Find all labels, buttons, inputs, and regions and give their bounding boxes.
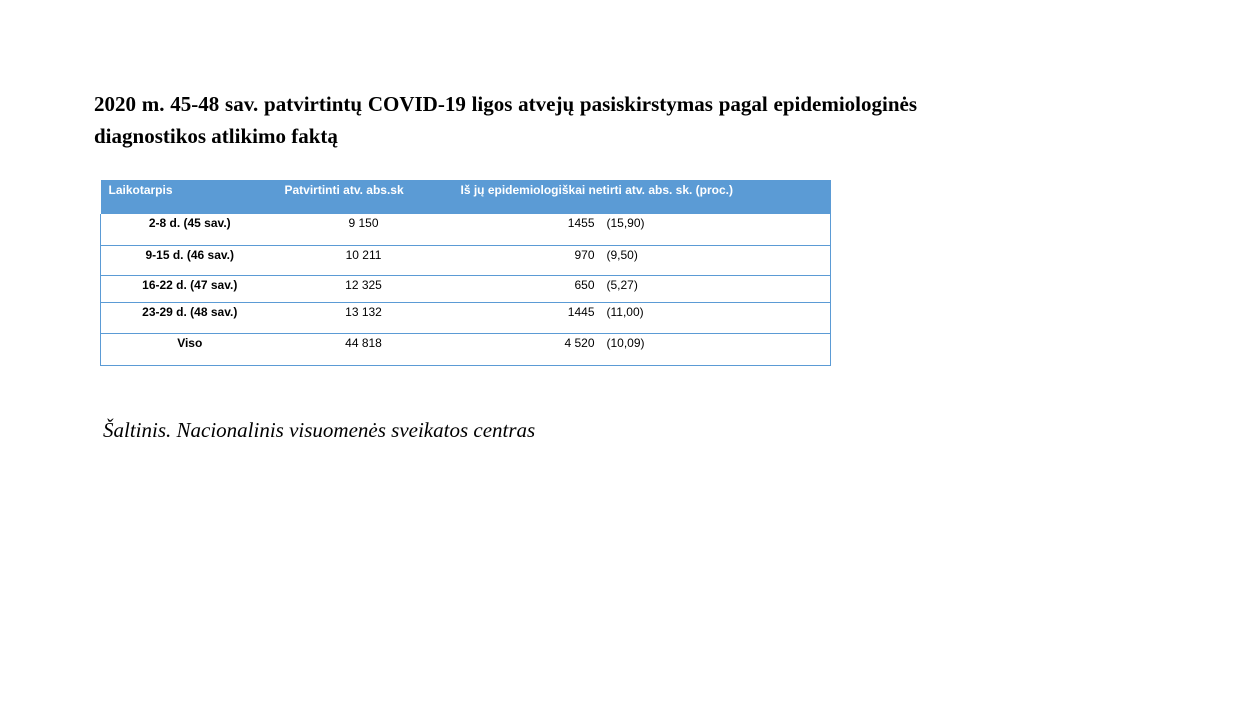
cell-period: 16-22 d. (47 sav.): [101, 275, 279, 302]
source-note: Šaltinis. Nacionalinis visuomenės sveikatos centras: [103, 418, 536, 442]
untested-percent: (10,09): [606, 335, 645, 350]
untested-percent: (11,00): [606, 304, 644, 319]
cell-untested: [449, 275, 831, 302]
cell-confirmed: 10 211: [279, 245, 449, 275]
data-table: [100, 180, 831, 366]
table-row: [101, 214, 831, 245]
cell-confirmed: 12 325: [279, 275, 449, 302]
untested-percent: (5,27): [606, 277, 638, 292]
document-title: 2020 m. 45-48 sav. patvirtintų COVID-19 ligos atvejų pasiskirstymas pagal epidemiologinės diagnostikos atlikimo faktą: [94, 92, 917, 148]
table-header-row: [101, 180, 831, 214]
cell-untested: [449, 333, 831, 365]
untested-count: 650: [574, 277, 595, 292]
header-period: Laikotarpis: [108, 183, 173, 197]
untested-count: 1455: [567, 216, 595, 230]
header-untested: Iš jų epidemiologiškai netirti atv. abs. sk. (proc.): [460, 183, 734, 197]
table-row: [101, 245, 831, 275]
cell-period: Viso: [101, 333, 279, 365]
untested-count: 970: [574, 247, 595, 262]
cell-period: 2-8 d. (45 sav.): [101, 214, 279, 245]
untested-count: 4 520: [564, 335, 595, 350]
cell-confirmed: 13 132: [279, 302, 449, 333]
cell-period: 23-29 d. (48 sav.): [101, 302, 279, 333]
table-total-row: [101, 333, 831, 365]
table-row: [101, 275, 831, 302]
cell-confirmed: 9 150: [279, 214, 449, 245]
untested-percent: (9,50): [606, 247, 638, 262]
cell-period: 9-15 d. (46 sav.): [101, 245, 279, 275]
untested-percent: (15,90): [606, 216, 645, 230]
untested-count: 1445: [567, 304, 595, 319]
cell-confirmed: 44 818: [279, 333, 449, 365]
cell-untested: [449, 302, 831, 333]
cell-untested: [449, 245, 831, 275]
header-confirmed: Patvirtinti atv. abs.sk: [284, 183, 404, 197]
cell-untested: [449, 214, 831, 245]
table-row: [101, 302, 831, 333]
